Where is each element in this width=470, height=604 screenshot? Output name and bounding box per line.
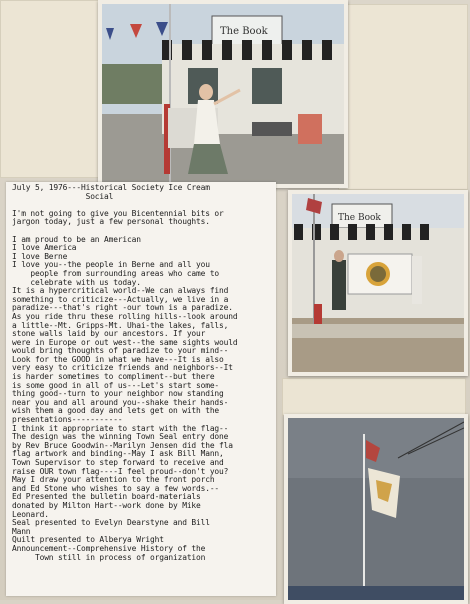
speech-line: I think it appropriate to start with the flag--	[12, 424, 229, 433]
speech-line: near you and all around you--shake their hands-	[12, 398, 229, 407]
speech-line: celebrate with us today.	[12, 278, 141, 287]
speech-line: Ed Presented the bulletin board-materials	[12, 493, 201, 502]
speech-line: Town Supervisor to step forward to receive and	[12, 459, 224, 467]
speech-line: by Rev Bruce Goodwin--Marilyn Jensen did the fla	[12, 441, 233, 450]
speech-line: stone walls laid by our ancestors. If your	[12, 330, 206, 339]
speech-line: thing good--turn to your neighbor now standing	[12, 390, 224, 399]
tape-strip-left	[0, 0, 100, 178]
speech-line: Look for the GOOD in what we have---It is also	[12, 355, 224, 364]
speech-line: As you ride thru these rolling hills--look around	[12, 312, 238, 321]
photo-book-store-woman	[98, 0, 348, 188]
speech-line: Leonard.	[12, 510, 49, 519]
speech-line: very easy to criticize friends and neighbors--It	[12, 364, 233, 373]
speech-lines	[12, 210, 274, 562]
photo-sign-text: The Book	[220, 26, 268, 37]
tape-strip-right	[338, 4, 468, 190]
speech-line: raise OUR town flag----I feel proud--don't you?	[12, 467, 229, 476]
speech-line: a little--Mt. Gripps-Mt. Uhai-the lakes, falls,	[12, 321, 229, 330]
speech-line: is some good in all of us---Let's start some-	[12, 381, 220, 390]
speech-line: would bring thoughts of paradize to your mind--	[12, 347, 229, 356]
speech-line: The design was the winning Town Seal entry done	[12, 433, 229, 442]
speech-line: donated by Milton Hart--work done by Mike	[12, 501, 201, 510]
speech-line: Seal presented to Evelyn Dearstyne and Bill	[12, 519, 210, 528]
speech-line: something to criticize---Actually, we live in a	[12, 295, 229, 304]
speech-line: I love you--the people in Berne and all you	[12, 261, 210, 270]
speech-line: I'm not going to give you Bicentennial bits or	[12, 209, 224, 218]
speech-line: is harder sometimes to compliment--but there	[12, 373, 215, 382]
speech-line: jargon today, just a few personal thoughts.	[12, 218, 210, 227]
speech-line: Quilt presented to Alberya Wright	[12, 536, 164, 545]
speech-line: wish them a good day and lets get on with the	[12, 407, 220, 416]
speech-line: presentations-----------	[12, 416, 123, 425]
speech-line: Town still in process of organization	[12, 553, 206, 562]
speech-line: I love America	[12, 244, 77, 253]
tape-strip-bottom-right	[282, 378, 466, 416]
typed-speech	[12, 184, 274, 562]
photo-flag-on-pole	[284, 414, 468, 604]
photo-book-store-flag-banner	[288, 190, 468, 376]
photo2-sign-text: The Book	[338, 213, 381, 223]
speech-line: Announcement--Comprehensive History of the	[12, 544, 206, 553]
speech-line: were in Europe or out west--the same sights would	[12, 338, 238, 347]
document-heading-line2: Social	[12, 192, 114, 201]
speech-line: people from surrounding areas who came to	[12, 269, 220, 278]
document-heading-line1: July 5, 1976---Historical Society Ice Cream	[12, 184, 210, 192]
speech-line: May I draw your attention to the front porch	[12, 476, 215, 485]
speech-line: paradize---that's right -our town is a paradize.	[12, 304, 233, 313]
speech-line: I love Berne	[12, 252, 68, 261]
speech-line: flag artwork and binding--May I ask Bill Mann,	[12, 450, 224, 459]
speech-line: I am proud to be an American	[12, 235, 141, 244]
speech-line: and Ed Stone who wishes to say a few words.--	[12, 484, 220, 493]
speech-line: Mann	[12, 527, 31, 536]
speech-line	[12, 227, 274, 236]
speech-line: It is a hypercritical world--We can always find	[12, 287, 229, 296]
